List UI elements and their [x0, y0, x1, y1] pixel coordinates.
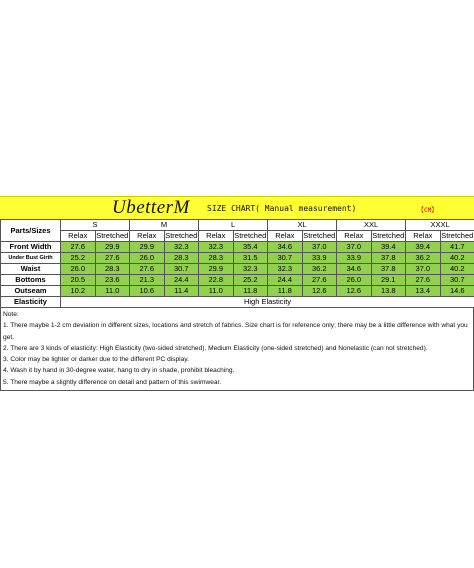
- measurement-cell: 26.0: [337, 275, 372, 286]
- measurement-cell: 10.6: [130, 286, 165, 297]
- stretched-header: Stretched: [372, 231, 405, 240]
- measurement-cell: 29.9: [95, 242, 130, 253]
- size-header-row: [1, 220, 474, 231]
- unit-label: 【CM】: [418, 207, 438, 214]
- measurement-cell: 37.8: [371, 264, 406, 275]
- measurement-cell: 28.3: [164, 253, 199, 264]
- measurement-cell: 37.0: [406, 264, 441, 275]
- measurement-cell: 26.0: [130, 253, 165, 264]
- measurement-cell: 30.7: [440, 275, 474, 286]
- measurement-cell: 14.6: [440, 286, 474, 297]
- measurement-cell: 11.8: [233, 286, 268, 297]
- measurement-cell: 32.3: [199, 242, 234, 253]
- measurement-cell: 36.2: [406, 253, 441, 264]
- size-header: L: [199, 220, 268, 231]
- measurement-cell: 10.2: [61, 286, 96, 297]
- measurement-cell: 29.9: [130, 242, 165, 253]
- measurement-cell: 11.4: [164, 286, 199, 297]
- measurement-cell: 32.3: [164, 242, 199, 253]
- measurement-cell: 32.3: [268, 264, 303, 275]
- chart-title: SIZE CHART( Manual measurement): [207, 204, 357, 213]
- measurement-cell: 29.9: [199, 264, 234, 275]
- measurement-cell: 24.4: [268, 275, 303, 286]
- sub-header-row: [1, 231, 474, 242]
- relax-header: Relax: [268, 231, 303, 242]
- measurement-row: [1, 264, 474, 275]
- measurement-cell: 30.7: [164, 264, 199, 275]
- measurement-row: [1, 286, 474, 297]
- measurement-cell: 13.8: [371, 286, 406, 297]
- elasticity-row: [1, 297, 474, 308]
- relax-header: Relax: [337, 231, 372, 242]
- size-chart: [0, 196, 474, 391]
- measurement-cell: 27.6: [406, 275, 441, 286]
- measurement-cell: 23.6: [95, 275, 130, 286]
- elasticity-label: Elasticity: [1, 297, 61, 308]
- measurement-cell: 39.4: [371, 242, 406, 253]
- measurement-cell: 40.2: [440, 253, 474, 264]
- measurement-cell: 32.3: [233, 264, 268, 275]
- size-header: XXL: [337, 220, 406, 231]
- relax-header: Relax: [199, 231, 234, 242]
- measurement-cell: 33.9: [337, 253, 372, 264]
- measurement-cell: 11.0: [95, 286, 130, 297]
- measurement-cell: 31.5: [233, 253, 268, 264]
- measurement-cell: 26.0: [61, 264, 96, 275]
- measurement-cell: 28.3: [199, 253, 234, 264]
- size-header: XL: [268, 220, 337, 231]
- row-label: Front Width: [1, 242, 61, 253]
- note-item: 2. There are 3 kinds of elasticity: High Elasticity (two-sided stretched), Medium Elasticity (one-sided stretched) and Nonelastic (can not stretched).: [3, 344, 428, 352]
- row-label: Waist: [1, 264, 61, 275]
- measurement-cell: 12.6: [337, 286, 372, 297]
- row-label: Bottoms: [1, 275, 61, 286]
- note-item: 3. Color may be lighter or darker due to the different PC display.: [3, 356, 189, 364]
- measurement-cell: 24.4: [164, 275, 199, 286]
- stretched-header: Stretched: [234, 231, 267, 240]
- parts-sizes-label: Parts/Sizes: [1, 220, 61, 242]
- measurement-cell: 25.2: [61, 253, 96, 264]
- measurement-cell: 12.6: [302, 286, 337, 297]
- size-header: S: [61, 220, 130, 231]
- measurement-row: [1, 275, 474, 286]
- measurement-cell: 21.3: [130, 275, 165, 286]
- measurement-cell: 25.2: [233, 275, 268, 286]
- title-banner: [0, 196, 474, 219]
- measurement-cell: 30.7: [268, 253, 303, 264]
- measurement-cell: 11.8: [268, 286, 303, 297]
- measurement-cell: 39.4: [406, 242, 441, 253]
- measurement-cell: 35.4: [233, 242, 268, 253]
- measurement-cell: 28.3: [95, 264, 130, 275]
- measurement-cell: 11.0: [199, 286, 234, 297]
- size-header: XXXL: [406, 220, 474, 231]
- relax-header: Relax: [406, 231, 441, 242]
- measurement-cell: 13.4: [406, 286, 441, 297]
- stretched-header: Stretched: [165, 231, 198, 240]
- relax-header: Relax: [130, 231, 165, 242]
- measurement-cell: 27.6: [302, 275, 337, 286]
- measurement-row: [1, 242, 474, 253]
- size-table: [0, 219, 474, 308]
- measurement-row: [1, 253, 474, 264]
- measurement-cell: 37.0: [302, 242, 337, 253]
- measurement-cell: 40.2: [440, 264, 474, 275]
- row-label: Under Bust Girth: [1, 253, 61, 264]
- elasticity-value: High Elasticity: [61, 297, 474, 308]
- measurement-cell: 37.8: [371, 253, 406, 264]
- measurement-cell: 36.2: [302, 264, 337, 275]
- notes-title: Note:: [3, 311, 19, 318]
- stretched-header: Stretched: [441, 231, 474, 240]
- relax-header: Relax: [61, 231, 96, 242]
- measurement-cell: 33.9: [302, 253, 337, 264]
- note-item: 4. Wash it by hand in 30-degree water, hang to dry in shade, prohibit bleaching.: [3, 367, 235, 375]
- stretched-header: Stretched: [96, 231, 129, 240]
- measurement-cell: 34.6: [268, 242, 303, 253]
- row-label: Outseam: [1, 286, 61, 297]
- measurement-cell: 29.1: [371, 275, 406, 286]
- size-header: M: [130, 220, 199, 231]
- measurement-cell: 37.0: [337, 242, 372, 253]
- notes-section: [0, 308, 474, 391]
- brand-name: UbetterM: [112, 197, 190, 218]
- measurement-cell: 20.5: [61, 275, 96, 286]
- measurement-cell: 27.6: [95, 253, 130, 264]
- measurement-cell: 22.8: [199, 275, 234, 286]
- note-item: 1. There maybe 1-2 cm deviation in different sizes, locations and stretch of fabrics. Size chart is for reference only; there may be a little difference with what you get.: [3, 322, 468, 341]
- stretched-header: Stretched: [303, 231, 336, 240]
- note-item: 5. There maybe a slightly difference on detail and pattern of this swimwear.: [3, 378, 222, 386]
- measurement-cell: 27.6: [130, 264, 165, 275]
- measurement-cell: 41.7: [440, 242, 474, 253]
- measurement-cell: 27.6: [61, 242, 96, 253]
- measurement-cell: 34.6: [337, 264, 372, 275]
